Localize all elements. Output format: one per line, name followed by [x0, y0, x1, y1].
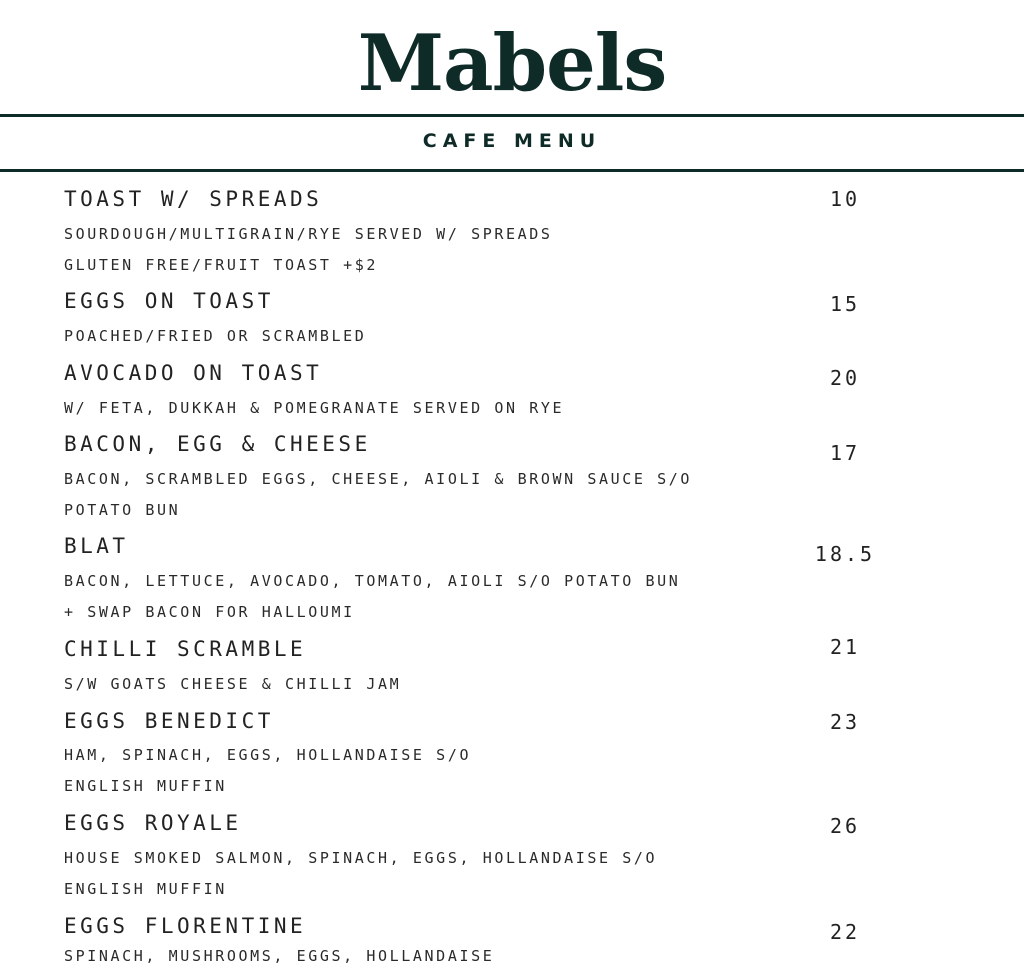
menu-subtitle: CAFE MENU [422, 130, 602, 152]
menu-item-description: ENGLISH MUFFIN [64, 777, 227, 795]
menu-item-price: 17 [829, 441, 861, 465]
menu-item-price: 10 [829, 187, 861, 211]
menu-item-name: BLAT [64, 534, 129, 558]
menu-item-description: POTATO BUN [64, 501, 181, 519]
menu-item-description: POACHED/FRIED OR SCRAMBLED [64, 327, 367, 345]
menu-item-description: W/ FETA, DUKKAH & POMEGRANATE SERVED ON RYE [64, 399, 565, 417]
menu-item-price: 22 [829, 920, 861, 944]
menu-item-name: EGGS FLORENTINE [64, 914, 307, 938]
menu-item-name: EGGS ON TOAST [64, 289, 274, 313]
menu-item-name: AVOCADO ON TOAST [64, 361, 323, 385]
menu-item-description: ENGLISH MUFFIN [64, 880, 227, 898]
menu-item-price: 21 [829, 635, 861, 659]
menu-item-price: 26 [829, 814, 861, 838]
menu-item-name: EGGS BENEDICT [64, 709, 274, 733]
menu-item-price: 15 [829, 292, 861, 316]
menu-item-description: S/W GOATS CHEESE & CHILLI JAM [64, 675, 402, 693]
menu-item-price: 18.5 [814, 542, 876, 566]
menu-item-price: 23 [829, 710, 861, 734]
menu-item-description: + SWAP BACON FOR HALLOUMI [64, 603, 355, 621]
menu-item-name: CHILLI SCRAMBLE [64, 637, 307, 661]
menu-item-description: GLUTEN FREE/FRUIT TOAST +$2 [64, 256, 379, 274]
menu-item-price: 20 [829, 366, 861, 390]
cafe-title: Mabels [357, 18, 667, 109]
menu-item-description: SPINACH, MUSHROOMS, EGGS, HOLLANDAISE [64, 947, 495, 965]
menu-item-description: HAM, SPINACH, EGGS, HOLLANDAISE S/O [64, 746, 472, 764]
menu-item-description: SOURDOUGH/MULTIGRAIN/RYE SERVED W/ SPREADS [64, 225, 553, 243]
menu-item-description: HOUSE SMOKED SALMON, SPINACH, EGGS, HOLLANDAISE S/O [64, 849, 658, 867]
menu-item-description: BACON, LETTUCE, AVOCADO, TOMATO, AIOLI S/O POTATO BUN [64, 572, 681, 590]
menu-item-description: BACON, SCRAMBLED EGGS, CHEESE, AIOLI & BROWN SAUCE S/O [64, 470, 693, 488]
menu-item-name: TOAST W/ SPREADS [64, 187, 323, 211]
menu-item-name: BACON, EGG & CHEESE [64, 432, 371, 456]
menu-item-name: EGGS ROYALE [64, 811, 242, 835]
